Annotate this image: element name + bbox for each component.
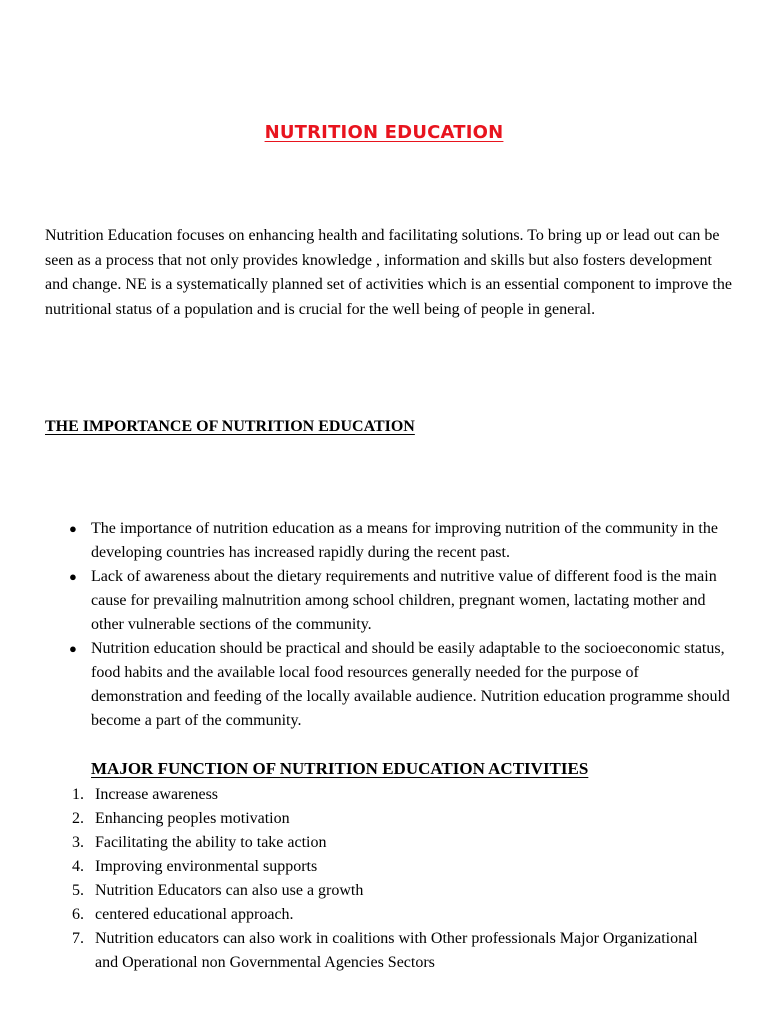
numbered-item xyxy=(0,879,715,903)
item-number: 2. xyxy=(72,810,84,827)
numbered-item xyxy=(0,903,715,927)
item-number: 4. xyxy=(72,858,84,875)
intro-paragraph: Nutrition Education focuses on enhancing health and facilitating solutions. To bring up or lead out can be seen as a process that not only provides knowledge , information and skills but also fosters development and change. NE is a systematically planned set of activities which is an essential component to improve the nutritional status of a population and is crucial for the well being of people in general. xyxy=(45,227,732,318)
bullet-item xyxy=(0,565,731,637)
bullet-icon: ● xyxy=(69,569,77,584)
item-number: 1. xyxy=(72,786,84,803)
item-text: Improving environmental supports xyxy=(95,858,318,875)
numbered-item xyxy=(0,927,715,975)
item-text: Nutrition educators can also work in coalitions with Other professionals Major Organizational and Operational non Governmental Agencies Sectors xyxy=(95,930,698,971)
numbered-item xyxy=(0,855,715,879)
bullet-text: The importance of nutrition education as a means for improving nutrition of the community in the developing countries has increased rapidly during the recent past. xyxy=(91,520,718,561)
functions-numbered-list xyxy=(0,783,768,975)
item-number: 3. xyxy=(72,834,84,851)
functions-heading: MAJOR FUNCTION OF NUTRITION EDUCATION ACTIVITIES xyxy=(91,759,589,778)
item-text: Facilitating the ability to take action xyxy=(95,834,327,851)
bullet-icon: ● xyxy=(69,521,77,536)
item-number: 6. xyxy=(72,906,84,923)
document-title: NUTRITION EDUCATION xyxy=(264,122,504,143)
bullet-item xyxy=(0,637,731,733)
bullet-text: Lack of awareness about the dietary requirements and nutritive value of different food is the main cause for prevailing malnutrition among school children, pregnant women, lactating mother and other vulnerable sections of the community. xyxy=(91,568,717,633)
bullet-text: Nutrition education should be practical and should be easily adaptable to the socioeconomic status, food habits and the available local food resources generally needed for the purpose of demonstration and feeding of the locally available audience. Nutrition education programme should become a part of the community. xyxy=(91,640,730,729)
numbered-item xyxy=(0,783,715,807)
item-number: 5. xyxy=(72,882,84,899)
importance-bullet-list xyxy=(0,517,768,733)
item-text: Increase awareness xyxy=(95,786,219,803)
numbered-item xyxy=(0,831,715,855)
numbered-item xyxy=(0,807,715,831)
importance-heading: THE IMPORTANCE OF NUTRITION EDUCATION xyxy=(45,418,415,435)
bullet-icon: ● xyxy=(69,641,77,656)
bullet-item xyxy=(0,517,731,565)
item-text: Nutrition Educators can also use a growth xyxy=(95,882,364,899)
item-text: Enhancing peoples motivation xyxy=(95,810,290,827)
item-text: centered educational approach. xyxy=(95,906,294,923)
item-number: 7. xyxy=(72,930,84,947)
